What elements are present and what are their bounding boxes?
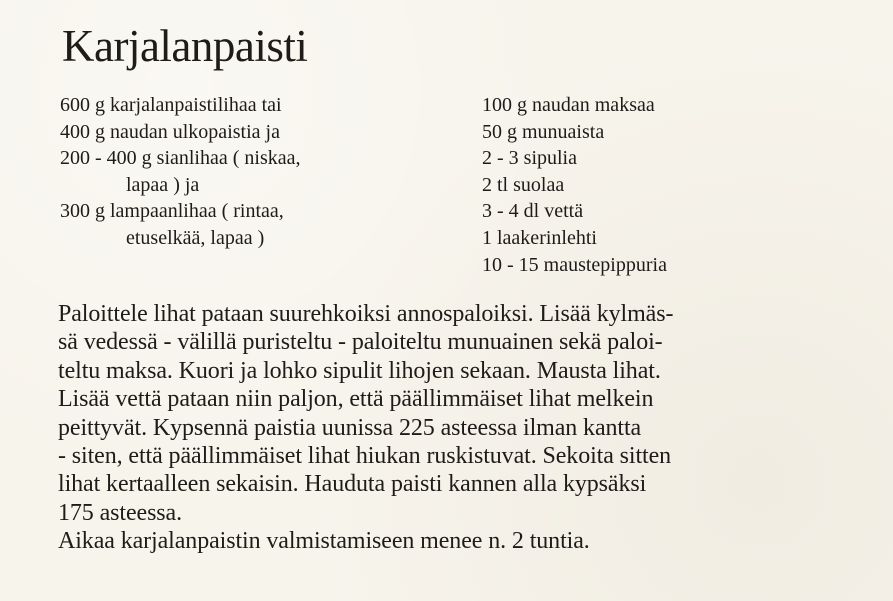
method-line: Aikaa karjalanpaistin valmistamiseen menee n. 2 tuntia. — [58, 528, 590, 555]
ingredient-line: 10 - 15 maustepippuria — [482, 253, 667, 276]
method-line: lihat kertaalleen sekaisin. Hauduta paisti kannen alla kypsäksi — [58, 471, 647, 498]
method-line: 175 asteessa. — [58, 499, 182, 526]
ingredient-line: 600 g karjalanpaistilihaa tai — [60, 94, 282, 116]
ingredient-line: 200 - 400 g sianlihaa ( niskaa, — [60, 147, 301, 170]
ingredient-line: 300 g lampaanlihaa ( rintaa, — [60, 200, 284, 223]
ingredient-line: 2 - 3 sipulia — [482, 147, 577, 170]
ingredients-right-column — [482, 92, 782, 278]
ingredient-line: 3 - 4 dl vettä — [482, 200, 584, 223]
ingredient-line: 50 g munuaista — [482, 120, 605, 143]
ingredient-line: 2 tl suolaa — [482, 173, 565, 196]
method-line: - siten, että päällimmäiset lihat hiukan ruskistuvat. Sekoita sitten — [58, 443, 672, 470]
method-line: sä vedessä - välillä puristeltu - paloiteltu munuainen sekä paloi- — [58, 329, 663, 356]
ingredient-line: 100 g naudan maksaa — [482, 94, 655, 116]
ingredient-line: etuselkää, lapaa ) — [126, 226, 265, 249]
method-line: teltu maksa. Kuori ja lohko sipulit lihojen sekaan. Mausta lihat. — [58, 357, 661, 384]
recipe-title: Karjalanpaisti — [62, 21, 308, 71]
method-line: Paloittele lihat pataan suurehkoiksi annospaloiksi. Lisää kylmäs- — [58, 301, 674, 327]
method-line: Lisää vettä pataan niin paljon, että päällimmäiset lihat melkein — [58, 386, 654, 413]
method-line: peittyvät. Kypsennä paistia uunissa 225 asteessa ilman kantta — [58, 414, 642, 441]
ingredient-line: 1 laakerinlehti — [482, 226, 597, 249]
ingredient-line: lapaa ) ja — [126, 173, 200, 196]
ingredients-left-column — [60, 92, 450, 252]
ingredient-line: 400 g naudan ulkopaistia ja — [60, 120, 280, 143]
method-text — [58, 300, 888, 556]
